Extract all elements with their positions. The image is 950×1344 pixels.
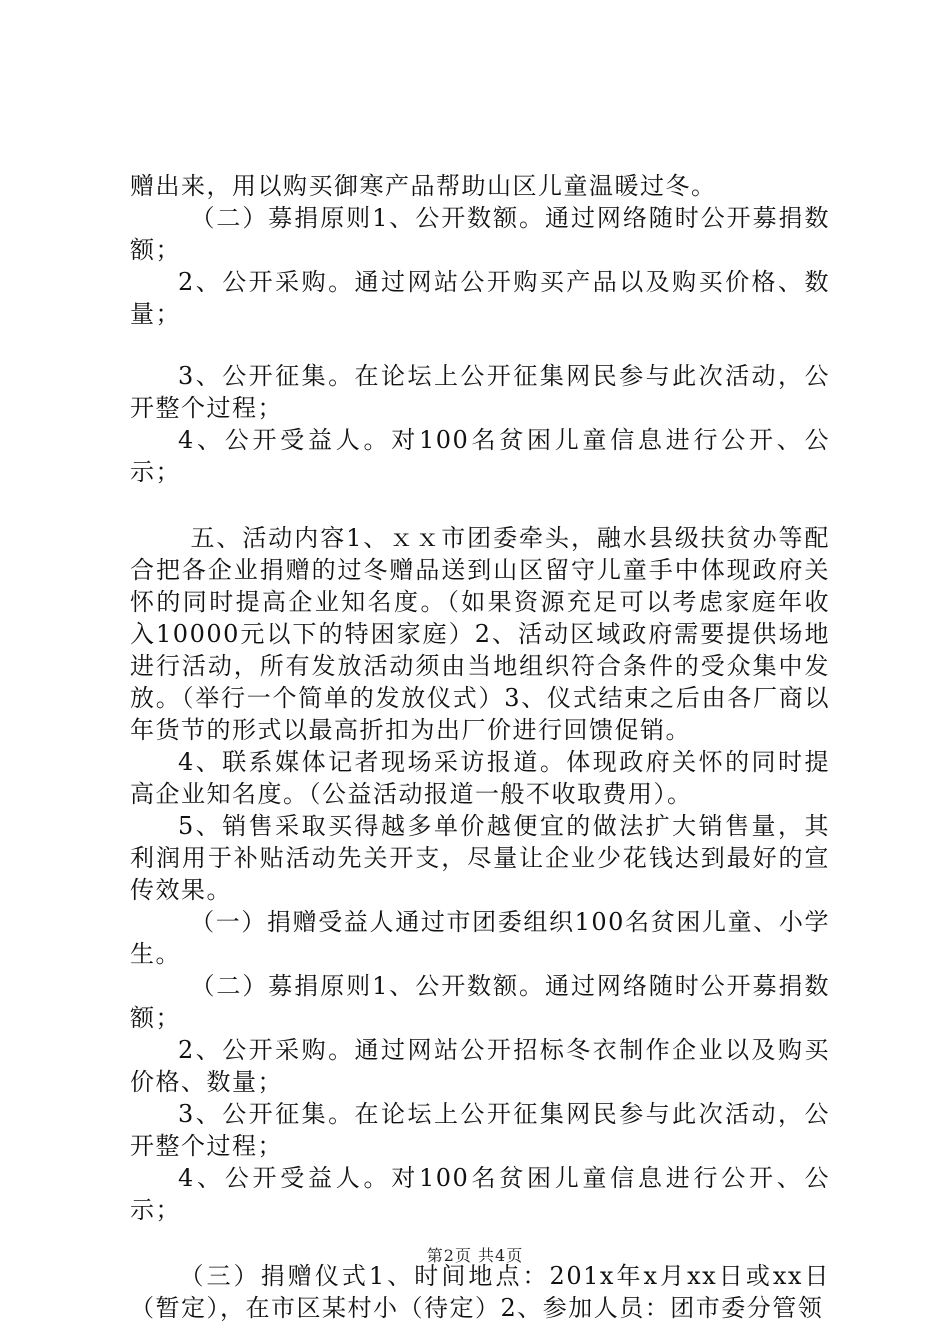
- paragraph-text: 2、公开采购。通过网站公开购买产品以及购买价格、数量；: [130, 268, 830, 328]
- paragraph-text: 4、联系媒体记者现场采访报道。体现政府关怀的同时提高企业知名度。（公益活动报道一般不收取费用）。: [130, 748, 830, 808]
- paragraph: [130, 266, 830, 330]
- paragraph-text: 4、公开受益人。对100名贫困儿童信息进行公开、公示；: [130, 1164, 830, 1224]
- paragraph: [130, 170, 830, 202]
- paragraph: [130, 522, 830, 746]
- paragraph-text: 4、公开受益人。对100名贫困儿童信息进行公开、公示；: [130, 426, 830, 486]
- paragraph-text: 5、销售采取买得越多单价越便宜的做法扩大销售量，其利润用于补贴活动先关开支，尽量让企业少花钱达到最好的宣传效果。: [130, 812, 830, 904]
- paragraph: [130, 746, 830, 810]
- paragraph-text: （三）捐赠仪式1、时间地点：201x年x月xx日或xx日（暂定），在市区某村小（待定）2、参加人员：团市委分管领: [130, 1262, 830, 1322]
- paragraph-text: （二）募捐原则1、公开数额。通过网络随时公开募捐数额；: [130, 204, 830, 264]
- document-body: [130, 170, 830, 1324]
- paragraph: [130, 1098, 830, 1162]
- paragraph: [130, 1260, 830, 1324]
- paragraph: [130, 360, 830, 424]
- paragraph-text: （二）募捐原则1、公开数额。通过网络随时公开募捐数额；: [130, 972, 830, 1032]
- paragraph: [130, 970, 830, 1034]
- page-number-footer: 第2页 共4页: [426, 1246, 524, 1265]
- paragraph: [130, 202, 830, 266]
- paragraph: [130, 1034, 830, 1098]
- paragraph: [130, 906, 830, 970]
- paragraph: [130, 1162, 830, 1226]
- paragraph-text: 五、活动内容1、ｘｘ市团委牵头，融水县级扶贫办等配合把各企业捐赠的过冬赠品送到山区留守儿童手中体现政府关怀的同时提高企业知名度。（如果资源充足可以考虑家庭年收入10000元以下的特困家庭）2、活动区域政府需要提供场地进行活动，所有发放活动须由当地组织符合条件的受众集中发放。（举行一个简单的发放仪式）3、仪式结束之后由各厂商以年货节的形式以最高折扣为出厂价进行回馈促销。: [130, 524, 830, 744]
- paragraph-text: 2、公开采购。通过网站公开招标冬衣制作企业以及购买价格、数量；: [130, 1036, 830, 1096]
- paragraph-text: （一）捐赠受益人通过市团委组织100名贫困儿童、小学生。: [130, 908, 830, 968]
- paragraph-text: 3、公开征集。在论坛上公开征集网民参与此次活动，公开整个过程；: [130, 1100, 830, 1160]
- paragraph-text: 3、公开征集。在论坛上公开征集网民参与此次活动，公开整个过程；: [130, 362, 830, 422]
- paragraph-text: 赠出来，用以购买御寒产品帮助山区儿童温暖过冬。: [130, 172, 717, 200]
- paragraph: [130, 424, 830, 488]
- paragraph: [130, 810, 830, 906]
